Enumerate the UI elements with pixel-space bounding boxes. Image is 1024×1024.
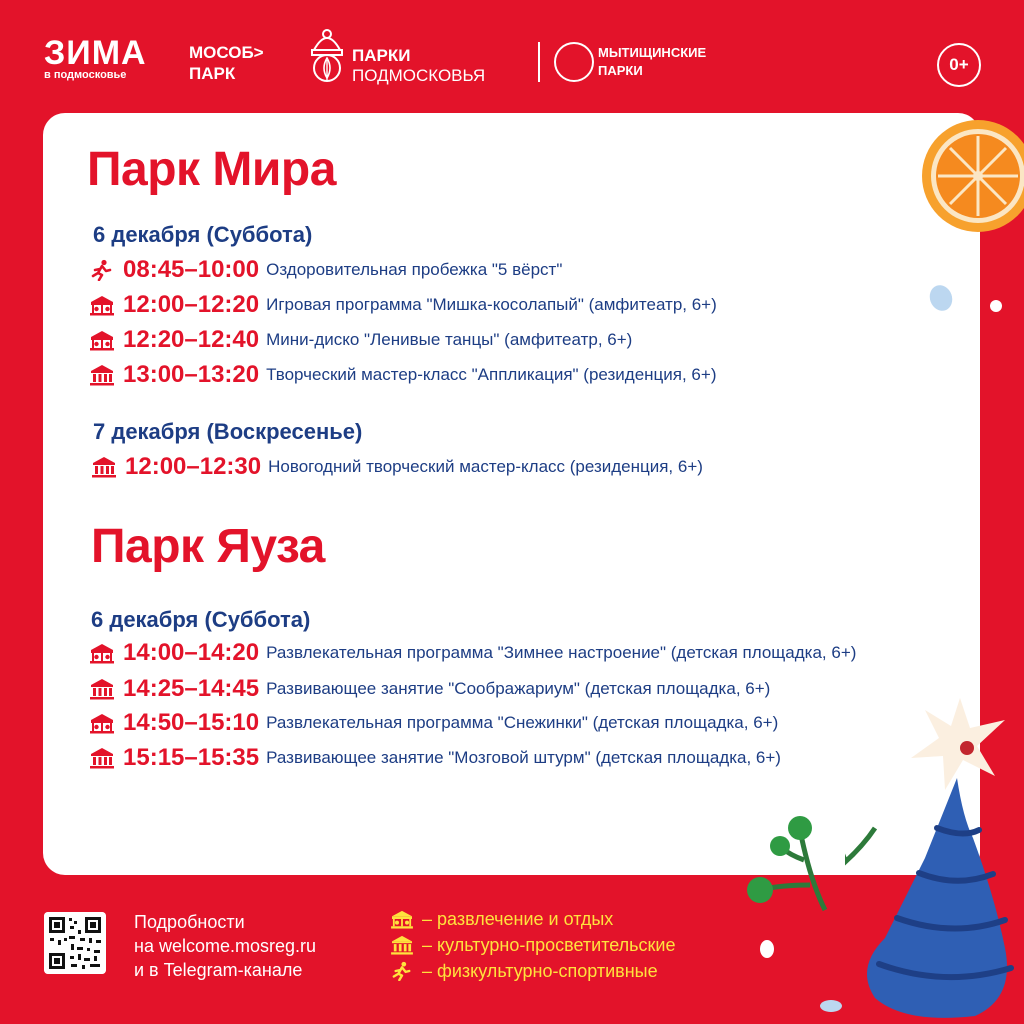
- event-row: [89, 360, 716, 390]
- running-icon: [390, 961, 414, 981]
- museum-icon: [390, 935, 414, 955]
- museum-icon: [89, 747, 115, 769]
- event-row: [89, 674, 770, 704]
- logo-divider: [538, 42, 540, 82]
- parki-logo-line2: ПОДМОСКОВЬЯ: [352, 66, 486, 85]
- mosoblpark-logo-line2: ПАРК: [189, 64, 236, 83]
- legend-label: – физкультурно-спортивные: [422, 960, 658, 981]
- event-description: Оздоровительная пробежка "5 вёрст": [266, 260, 563, 279]
- event-description: Развлекательная программа "Снежинки" (детская площадка, 6+): [266, 713, 779, 732]
- event-row: [89, 638, 856, 668]
- event-time: 08:45–10:00: [123, 256, 260, 283]
- zima-logo: [44, 34, 147, 82]
- event-time: 14:00–14:20: [123, 639, 260, 666]
- event-description: Развлекательная программа "Зимнее настроение" (детская площадка, 6+): [266, 643, 857, 662]
- museum-icon: [89, 364, 115, 386]
- carousel-icon: [89, 712, 115, 734]
- event-row: [89, 255, 562, 285]
- parki-logo-line1: ПАРКИ: [352, 46, 411, 65]
- event-time: 12:00–12:30: [125, 453, 262, 480]
- event-time: 14:25–14:45: [123, 675, 260, 702]
- carousel-icon: [89, 329, 115, 351]
- event-row: [89, 708, 778, 738]
- carousel-icon: [390, 909, 414, 929]
- event-time: 12:20–12:40: [123, 326, 260, 353]
- age-rating-badge: 0+: [937, 43, 981, 87]
- mytishchi-emblem-icon: [554, 42, 594, 82]
- event-time: 13:00–13:20: [123, 361, 260, 388]
- park-title: Парк Мира: [87, 143, 336, 196]
- event-row: [89, 290, 717, 320]
- carousel-icon: [89, 642, 115, 664]
- event-description: Новогодний творческий мастер-класс (резиденция, 6+): [268, 457, 703, 476]
- museum-icon: [89, 678, 115, 700]
- legend-item: [390, 932, 676, 958]
- carousel-icon: [89, 294, 115, 316]
- mytishchi-logo-line2: ПАРКИ: [598, 63, 643, 78]
- legend-label: – развлечение и отдых: [422, 908, 614, 929]
- event-row: [89, 743, 781, 773]
- event-time: 12:00–12:20: [123, 291, 260, 318]
- hat-leaf-emblem-icon: [308, 28, 346, 84]
- more-info-line: и в Telegram-канале: [134, 960, 303, 980]
- mosoblpark-logo: [189, 42, 264, 84]
- day-title: 7 декабря (Воскресенье): [93, 419, 363, 444]
- more-info-line: Подробности: [134, 912, 245, 932]
- mytishchi-logo-line1: МЫТИЩИНСКИЕ: [598, 45, 707, 60]
- museum-icon: [91, 456, 117, 478]
- orange-slice-decoration: [920, 118, 1024, 240]
- more-info-text: [134, 910, 316, 982]
- legend-label: – культурно-просветительские: [422, 934, 676, 955]
- mosoblpark-logo-line1: МОСОБ>: [189, 43, 264, 62]
- event-row: [91, 452, 703, 482]
- snow-dot-decoration: [990, 300, 1002, 312]
- icon-legend: [390, 906, 676, 984]
- qr-code-icon[interactable]: [44, 912, 106, 974]
- event-description: Игровая программа "Мишка-косолапый" (амфитеатр, 6+): [266, 295, 717, 314]
- more-info-link[interactable]: на welcome.mosreg.ru: [134, 936, 317, 956]
- legend-item: [390, 958, 676, 984]
- event-time: 15:15–15:35: [123, 744, 260, 771]
- event-description: Творческий мастер-класс "Аппликация" (резиденция, 6+): [266, 365, 717, 384]
- event-row: [89, 325, 632, 355]
- event-description: Развивающее занятие "Соображариум" (детская площадка, 6+): [266, 679, 771, 698]
- park-title: Парк Яуза: [91, 520, 325, 573]
- event-description: Развивающее занятие "Мозговой штурм" (детская площадка, 6+): [266, 748, 781, 767]
- day-title: 6 декабря (Суббота): [93, 222, 313, 247]
- footer: [0, 890, 1024, 1024]
- header: [0, 0, 1024, 110]
- zima-logo-subtitle: в подмосковье: [44, 69, 127, 81]
- running-icon: [89, 259, 115, 281]
- event-time: 14:50–15:10: [123, 709, 260, 736]
- legend-item: [390, 906, 676, 932]
- event-description: Мини-диско "Ленивые танцы" (амфитеатр, 6+): [266, 330, 633, 349]
- zima-logo-title: ЗИМА: [44, 34, 147, 72]
- day-title: 6 декабря (Суббота): [91, 607, 311, 632]
